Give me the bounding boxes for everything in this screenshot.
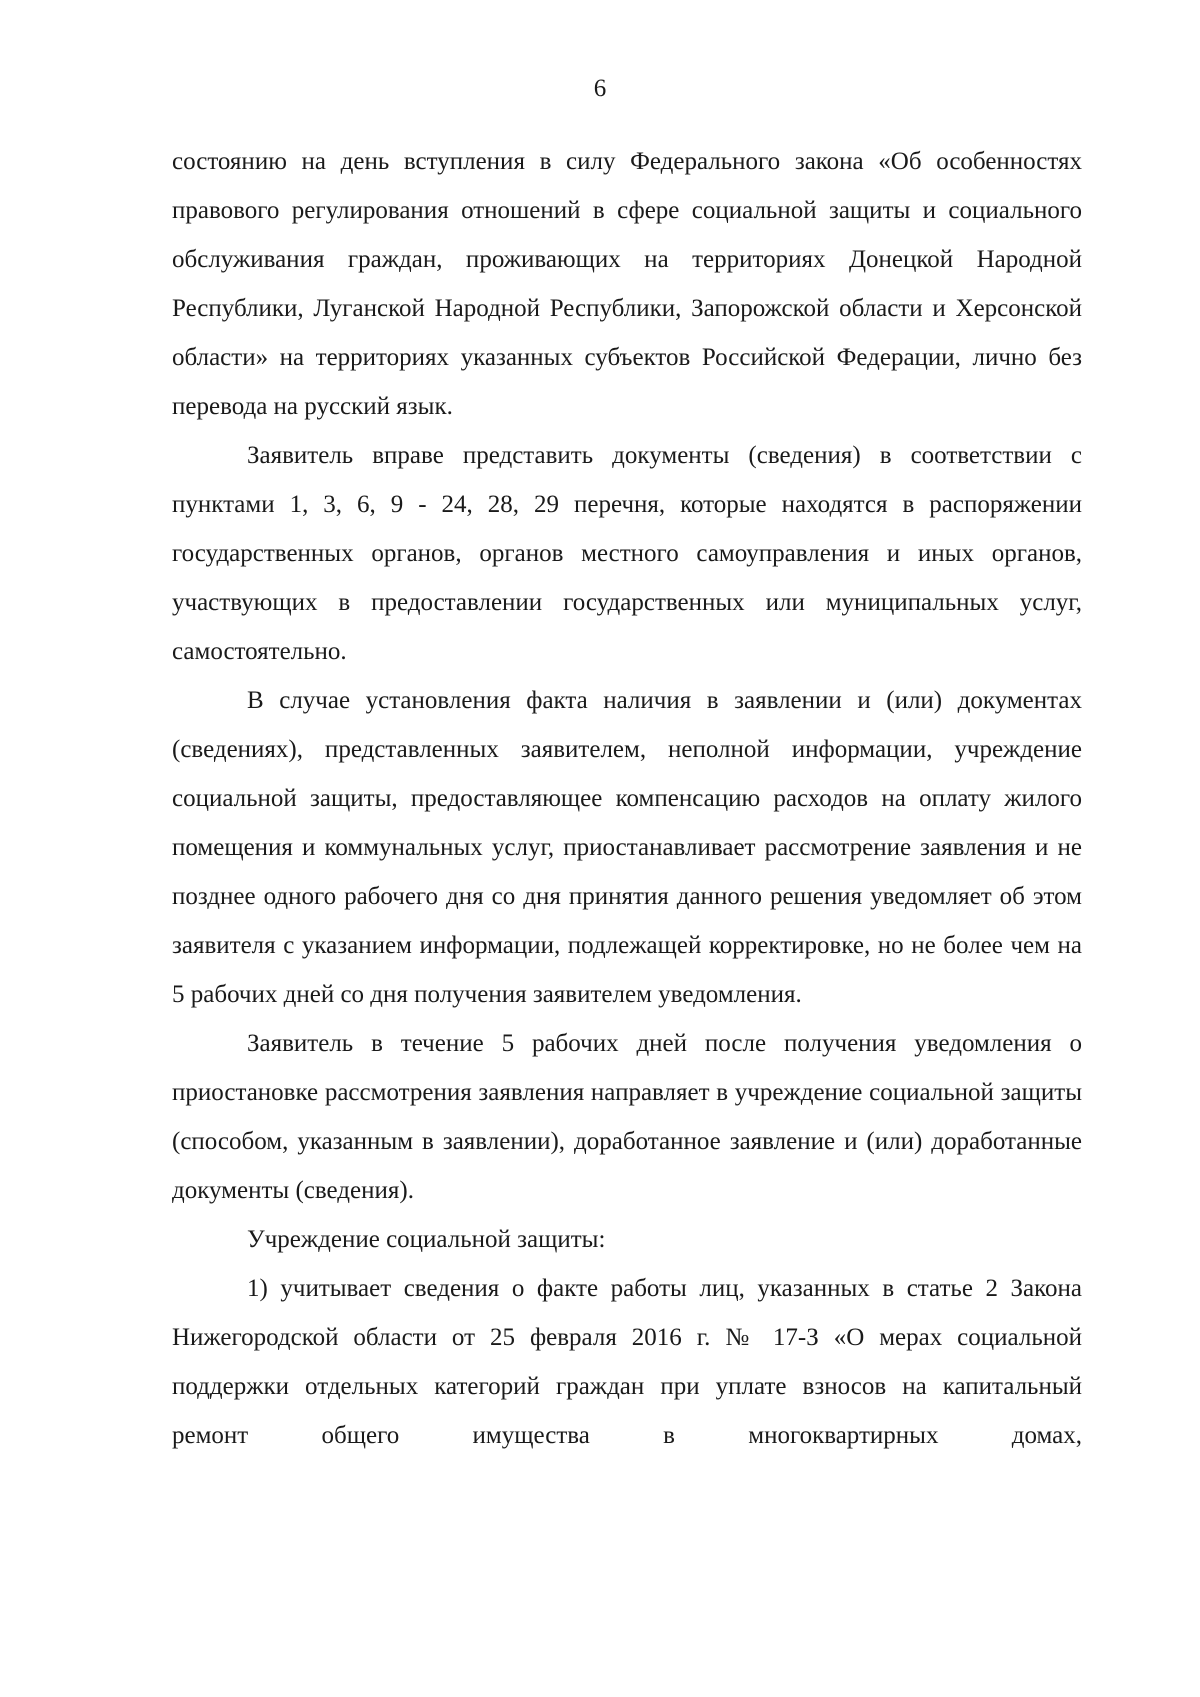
paragraph-institution-heading: Учреждение социальной защиты: bbox=[247, 1226, 606, 1253]
paragraph-applicant-rights: Заявитель вправе представить документы (сведения) в соответствии с пунктами 1, 3, 6, 9 - 24, 28, 29 перечня, которые находятся в распоряжении государственных органов, органов местного самоуправления и иных органов, участвующих в предоставлении государственных или муниципальных услуг, самостоятельно. bbox=[172, 442, 1082, 665]
paragraph-incomplete-information: В случае установления факта наличия в заявлении и (или) документах (сведениях), представленных заявителем, неполной информации, учреждение социальной защиты, предоставляющее компенсацию расходов на оплату жилого помещения и коммунальных услуг, приостанавливает рассмотрение заявления и не позднее одного рабочего дня со дня принятия данного решения уведомляет об этом заявителя с указанием информации, подлежащей корректировке, но не более чем на 5 рабочих дней со дня получения заявителем уведомления. bbox=[172, 687, 1082, 1008]
page-number: 6 bbox=[593, 75, 607, 102]
paragraph-list-item-1: 1) учитывает сведения о факте работы лиц, указанных в статье 2 Закона Нижегородской области от 25 февраля 2016 г. № 17-З «О мерах социальной поддержки отдельных категорий граждан при уплате взносов на капитальный ремонт общего имущества в многоквартирных домах, bbox=[172, 1275, 1082, 1449]
document-body bbox=[172, 137, 1082, 1460]
paragraph-revised-documents: Заявитель в течение 5 рабочих дней после получения уведомления о приостановке рассмотрения заявления направляет в учреждение социальной защиты (способом, указанным в заявлении), доработанное заявление и (или) доработанные документы (сведения). bbox=[172, 1030, 1082, 1204]
paragraph-continuation: состоянию на день вступления в силу Федерального закона «Об особенностях правового регулирования отношений в сфере социальной защиты и социального обслуживания граждан, проживающих на территориях Донецкой Народной Республики, Луганской Народной Республики, Запорожской области и Херсонской области» на территориях указанных субъектов Российской Федерации, лично без перевода на русский язык. bbox=[172, 148, 1082, 420]
